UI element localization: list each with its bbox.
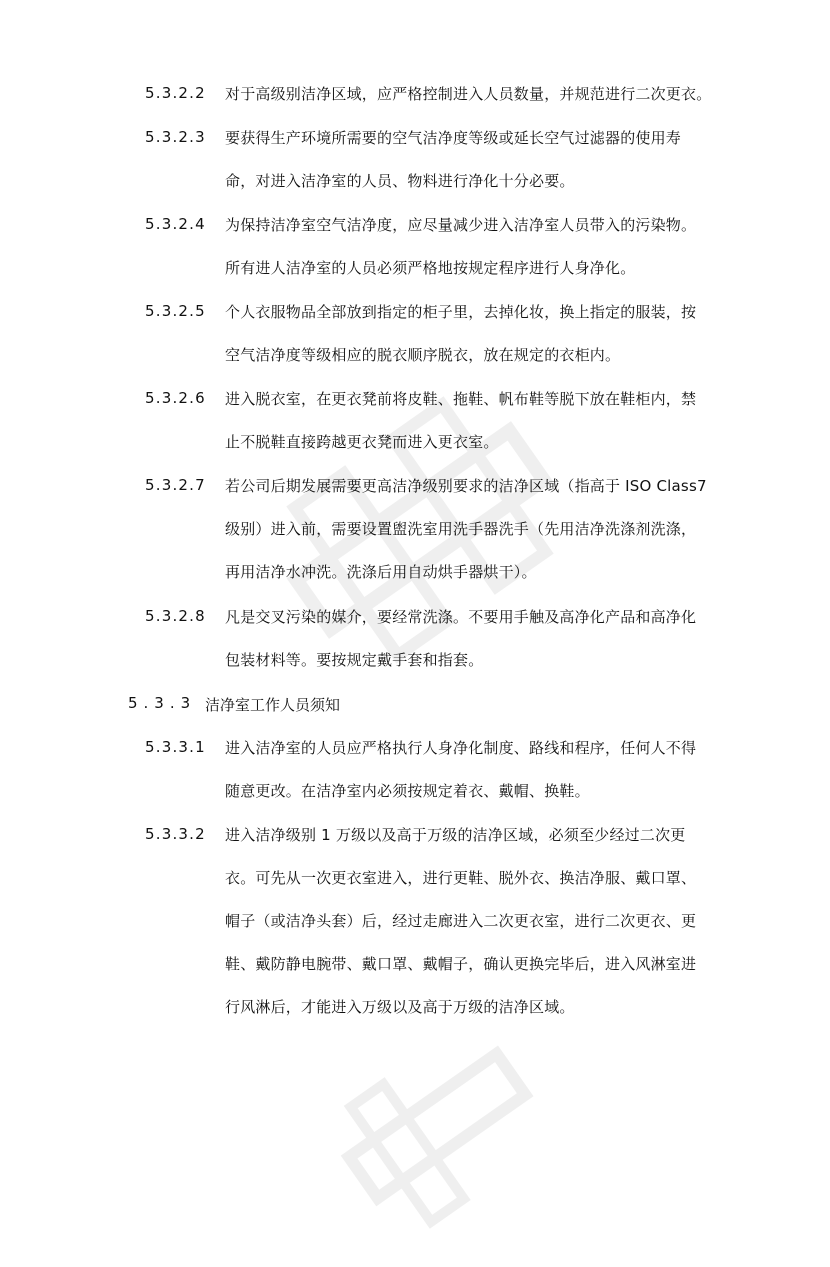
clause-text <box>225 378 750 464</box>
clause-line: 为保持洁净室空气洁净度，应尽量减少进入洁净室人员带入的污染物。 <box>225 216 697 234</box>
clause-line: 进入脱衣室，在更衣凳前将皮鞋、拖鞋、帆布鞋等脱下放在鞋柜内，禁 <box>225 390 697 408</box>
clause-text <box>225 465 750 594</box>
clause-line: 对于高级别洁净区域，应严格控制进入人员数量，并规范进行二次更衣。 <box>225 85 712 103</box>
clause-line: 行风淋后，才能进入万级以及高于万级的洁净区域。 <box>225 998 575 1016</box>
clause-line: 鞋、戴防静电腕带、戴口罩、戴帽子，确认更换完毕后，进入风淋室进 <box>225 955 697 973</box>
clause-line: 命，对进入洁净室的人员、物料进行净化十分必要。 <box>225 172 575 190</box>
clause-line: 止不脱鞋直接跨越更衣凳而进入更衣室。 <box>225 433 499 451</box>
clause-number: 5.3.2.5 <box>145 302 206 320</box>
clause-line: 若公司后期发展需要更高洁净级别要求的洁净区域（指高于 ISO Class7 <box>225 477 707 495</box>
clause-line: 随意更改。在洁净室内必须按规定着衣、戴帽、换鞋。 <box>225 782 590 800</box>
clause-text <box>225 73 750 116</box>
clause-line: 包装材料等。要按规定戴手套和指套。 <box>225 651 484 669</box>
section-number: 5.3.3 <box>128 694 197 712</box>
clause-text <box>225 291 750 377</box>
watermark-seal-icon-bottom <box>298 993 581 1267</box>
clause-text <box>225 204 750 290</box>
clause-line: 帽子（或洁净头套）后，经过走廊进入二次更衣室，进行二次更衣、更 <box>225 912 697 930</box>
clause-line: 级别）进入前，需要设置盥洗室用洗手器洗手（先用洁净洗涤剂洗涤， <box>225 520 697 538</box>
clause-line: 进入洁净室的人员应严格执行人身净化制度、路线和程序，任何人不得 <box>225 739 697 757</box>
clause-line: 衣。可先从一次更衣室进入，进行更鞋、脱外衣、换洁净服、戴口罩、 <box>225 869 697 887</box>
clause-line: 再用洁净水冲洗。洗涤后用自动烘手器烘干）。 <box>225 563 537 581</box>
clause-number: 5.3.2.7 <box>145 476 206 494</box>
clause-number: 5.3.2.4 <box>145 215 206 233</box>
clause-line: 空气洁净度等级相应的脱衣顺序脱衣，放在规定的衣柜内。 <box>225 346 621 364</box>
clause-line: 要获得生产环境所需要的空气洁净度等级或延长空气过滤器的使用寿 <box>225 129 682 147</box>
clause-number: 5.3.3.1 <box>145 738 206 756</box>
clause-text <box>225 117 750 203</box>
clause-number: 5.3.2.3 <box>145 128 206 146</box>
clause-line: 个人衣服物品全部放到指定的柜子里，去掉化妆，换上指定的服装，按 <box>225 303 697 321</box>
clause-line: 凡是交叉污染的媒介，要经常洗涤。不要用手触及高净化产品和高净化 <box>225 608 697 626</box>
clause-text <box>225 814 750 1029</box>
clause-text <box>225 727 750 813</box>
clause-line: 所有进人洁净室的人员必须严格地按规定程序进行人身净化。 <box>225 259 636 277</box>
clause-line: 进入洁净级别 1 万级以及高于万级的洁净区域，必须至少经过二次更 <box>225 826 686 844</box>
clause-number: 5.3.3.2 <box>145 825 206 843</box>
section-title: 洁净室工作人员须知 <box>205 696 341 714</box>
clause-number: 5.3.2.2 <box>145 84 206 102</box>
clause-number: 5.3.2.6 <box>145 389 206 407</box>
clause-number: 5.3.2.8 <box>145 607 206 625</box>
clause-text <box>225 596 750 682</box>
